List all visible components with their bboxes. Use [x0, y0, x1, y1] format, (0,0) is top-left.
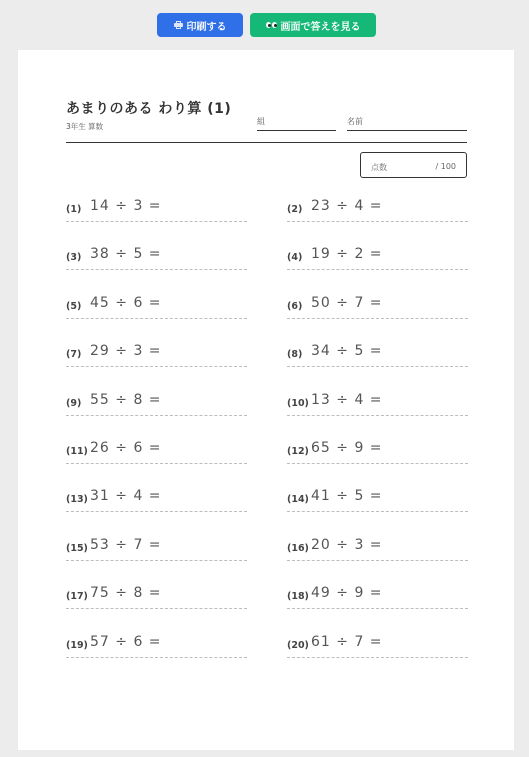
problem-expression: 29 ÷ 3 = — [90, 343, 162, 360]
problem-expression: 50 ÷ 7 = — [311, 294, 383, 311]
toolbar — [0, 13, 529, 37]
score-label: 点数 — [371, 163, 387, 172]
problem-expression: 26 ÷ 6 = — [90, 440, 162, 456]
problem-item — [66, 440, 247, 464]
problem-item — [287, 634, 468, 658]
problem-number: (10) — [287, 397, 309, 409]
problem-expression: 14 ÷ 3 = — [90, 198, 162, 214]
problem-number: (9) — [66, 397, 82, 409]
problem-number: (3) — [66, 252, 82, 264]
problem-item — [287, 585, 468, 609]
problem-expression: 45 ÷ 6 = — [90, 294, 162, 311]
eyes-icon — [266, 22, 277, 28]
problem-number: (17) — [66, 591, 88, 603]
problem-number: (15) — [66, 542, 88, 554]
problem-item — [66, 392, 247, 416]
problem-number: (8) — [287, 349, 303, 361]
problem-expression: 75 ÷ 8 = — [90, 585, 162, 602]
problem-item — [287, 198, 468, 222]
worksheet-title: あまりのある わり算 (1) — [66, 101, 232, 117]
show-answers-label: 画面で答えを見る — [280, 21, 361, 33]
problem-expression: 34 ÷ 5 = — [311, 343, 383, 360]
problem-expression: 23 ÷ 4 = — [311, 198, 383, 214]
name-field-line — [347, 130, 467, 131]
class-field-line — [257, 130, 336, 131]
printer-icon — [174, 21, 183, 29]
print-button-label: 印刷する — [186, 21, 227, 33]
name-field-label: 名前 — [347, 117, 363, 126]
problem-expression: 19 ÷ 2 = — [311, 246, 383, 263]
problem-number: (6) — [287, 300, 303, 312]
problem-number: (2) — [287, 204, 303, 215]
problem-number: (5) — [66, 300, 82, 312]
header-divider — [66, 142, 467, 143]
problem-expression: 55 ÷ 8 = — [90, 391, 162, 408]
problem-item — [287, 246, 468, 270]
problem-expression: 41 ÷ 5 = — [311, 488, 383, 505]
problem-number: (1) — [66, 204, 82, 215]
worksheet — [18, 50, 514, 750]
problem-expression: 38 ÷ 5 = — [90, 246, 162, 263]
problem-expression: 20 ÷ 3 = — [311, 536, 383, 553]
show-answers-button[interactable] — [250, 13, 376, 37]
problem-expression: 57 ÷ 6 = — [90, 633, 162, 650]
problem-item — [287, 537, 468, 561]
problem-number: (4) — [287, 252, 303, 264]
problem-number: (7) — [66, 349, 82, 361]
problem-item — [287, 488, 468, 512]
problem-item — [66, 585, 247, 609]
problem-item — [287, 343, 468, 367]
problem-item — [66, 537, 247, 561]
problem-item — [66, 295, 247, 319]
score-total: / 100 — [435, 162, 456, 171]
problem-expression: 61 ÷ 7 = — [311, 633, 383, 650]
problem-expression: 49 ÷ 9 = — [311, 585, 383, 602]
problem-number: (18) — [287, 591, 309, 603]
problem-expression: 53 ÷ 7 = — [90, 536, 162, 553]
problem-item — [66, 246, 247, 270]
problem-item — [287, 392, 468, 416]
class-field-label: 組 — [257, 117, 265, 126]
problem-expression: 31 ÷ 4 = — [90, 488, 162, 505]
worksheet-subtitle: 3年生 算数 — [66, 122, 104, 131]
problem-item — [66, 634, 247, 658]
problem-expression: 13 ÷ 4 = — [311, 391, 383, 408]
problem-item — [287, 295, 468, 319]
score-box — [360, 152, 467, 178]
problem-number: (14) — [287, 494, 309, 506]
problem-number: (11) — [66, 446, 88, 457]
problem-item — [66, 343, 247, 367]
print-button[interactable] — [157, 13, 243, 37]
problem-number: (19) — [66, 639, 88, 651]
problem-item — [66, 198, 247, 222]
problem-number: (20) — [287, 639, 309, 651]
problem-number: (12) — [287, 446, 309, 457]
problem-expression: 65 ÷ 9 = — [311, 440, 383, 456]
problem-item — [287, 440, 468, 464]
problem-item — [66, 488, 247, 512]
problem-number: (16) — [287, 542, 309, 554]
problem-number: (13) — [66, 494, 88, 506]
